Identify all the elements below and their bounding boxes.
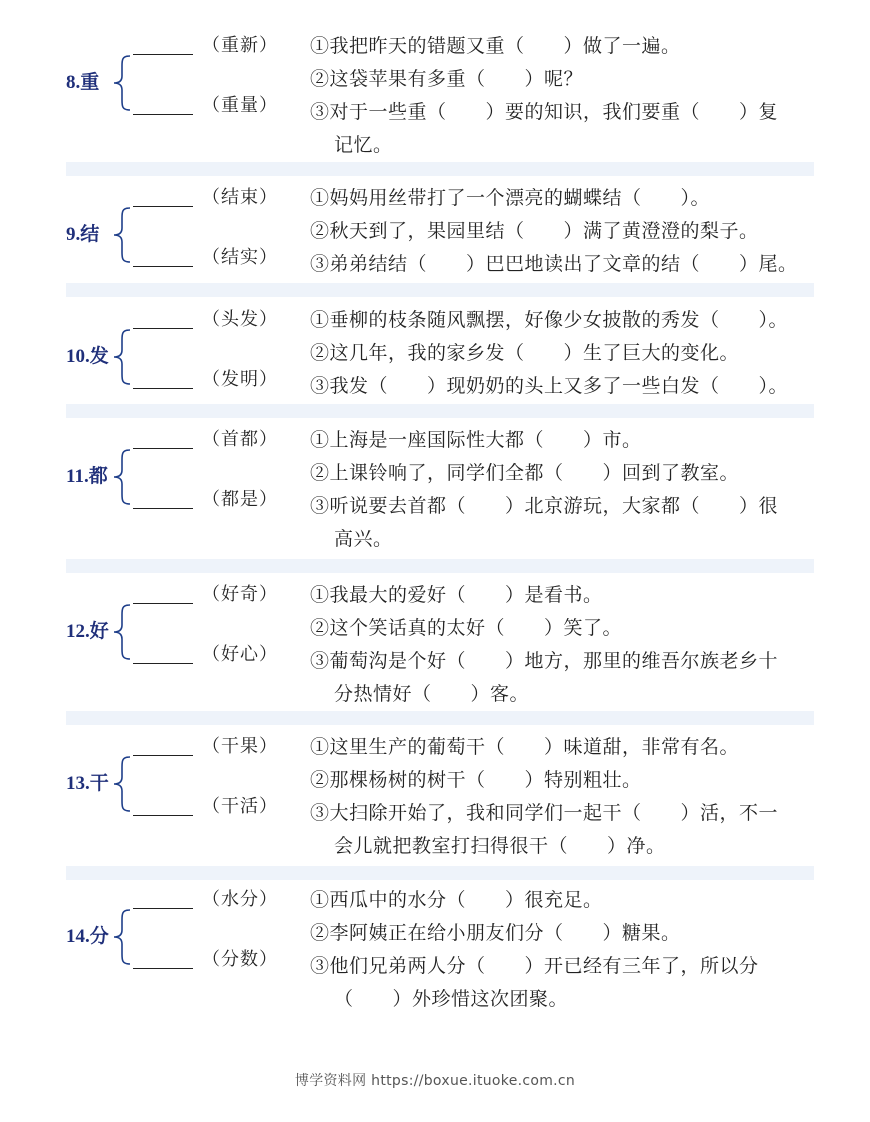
sentence-2: ②那棵杨树的树干（ ）特别粗壮。 — [310, 769, 642, 791]
sentence-3: ③对于一些重（ ）要的知识，我们要重（ ）复 — [310, 101, 779, 123]
section-divider-stripe — [66, 559, 814, 573]
sentence-1: ①妈妈用丝带打了一个漂亮的蝴蝶结（ ）。 — [310, 187, 711, 209]
curly-brace-icon — [112, 206, 132, 264]
polyphonic-character: 干 — [89, 772, 109, 794]
curly-brace-icon — [112, 755, 132, 813]
sentence-1: ①我最大的爱好（ ）是看书。 — [310, 584, 603, 606]
sentence-2: ②李阿姨正在给小朋友们分（ ）糖果。 — [310, 922, 681, 944]
sentence-1: ①西瓜中的水分（ ）很充足。 — [310, 889, 603, 911]
curly-brace-icon — [112, 448, 132, 506]
question-number — [66, 771, 109, 796]
sentence-1: ①我把昨天的错题又重（ ）做了一遍。 — [310, 35, 681, 57]
curly-brace-icon — [112, 54, 132, 112]
section-divider-stripe — [66, 711, 814, 725]
sentence-continuation: （ ）外珍惜这次团聚。 — [334, 988, 569, 1010]
polyphonic-character: 结 — [80, 223, 100, 245]
answer-blank[interactable] — [133, 98, 193, 115]
polyphonic-character: 发 — [89, 345, 109, 367]
sentence-3: ③葡萄沟是个好（ ）地方，那里的维吾尔族老乡十 — [310, 650, 779, 672]
answer-blank[interactable] — [133, 587, 193, 604]
word-option: （头发） — [202, 309, 278, 330]
question-index: 8. — [66, 72, 81, 93]
question-number — [66, 924, 109, 949]
sentence-3: ③听说要去首都（ ）北京游玩，大家都（ ）很 — [310, 495, 779, 517]
section-divider-stripe — [66, 162, 814, 176]
footer-watermark: 博学资料网 https://boxue.ituoke.com.cn — [294, 1073, 576, 1089]
sentence-3: ③我发（ ）现奶奶的头上又多了一些白发（ ）。 — [310, 375, 789, 397]
sentence-3: ③弟弟结结（ ）巴巴地读出了文章的结（ ）尾。 — [310, 253, 798, 275]
answer-blank[interactable] — [133, 372, 193, 389]
answer-blank[interactable] — [133, 952, 193, 969]
sentence-2: ②这几年，我的家乡发（ ）生了巨大的变化。 — [310, 342, 740, 364]
question-index: 13. — [66, 773, 90, 794]
answer-blank[interactable] — [133, 647, 193, 664]
answer-blank[interactable] — [133, 250, 193, 267]
curly-brace-icon — [112, 908, 132, 966]
word-option: （水分） — [202, 889, 278, 910]
answer-blank[interactable] — [133, 799, 193, 816]
word-option: （干果） — [202, 736, 278, 757]
word-option: （发明） — [202, 369, 278, 390]
sentence-3: ③他们兄弟两人分（ ）开已经有三年了，所以分 — [310, 955, 759, 977]
word-option: （好奇） — [202, 584, 278, 605]
curly-brace-icon — [112, 328, 132, 386]
question-index: 12. — [66, 621, 90, 642]
question-number — [66, 70, 99, 95]
word-option: （分数） — [202, 949, 278, 970]
answer-blank[interactable] — [133, 432, 193, 449]
word-option: （都是） — [202, 489, 278, 510]
polyphonic-character: 好 — [89, 620, 109, 642]
question-number — [66, 464, 108, 489]
sentence-2: ②这个笑话真的太好（ ）笑了。 — [310, 617, 623, 639]
sentence-3: ③大扫除开始了，我和同学们一起干（ ）活，不一 — [310, 802, 779, 824]
sentence-1: ①这里生产的葡萄干（ ）味道甜，非常有名。 — [310, 736, 740, 758]
word-option: （结实） — [202, 247, 278, 268]
question-index: 10. — [66, 346, 90, 367]
polyphonic-character: 分 — [89, 925, 109, 947]
answer-blank[interactable] — [133, 312, 193, 329]
sentence-2: ②这袋苹果有多重（ ）呢？ — [310, 68, 584, 90]
polyphonic-character: 都 — [88, 465, 108, 487]
sentence-continuation: 高兴。 — [334, 528, 393, 550]
question-number — [66, 222, 99, 247]
sentence-2: ②秋天到了，果园里结（ ）满了黄澄澄的梨子。 — [310, 220, 759, 242]
section-divider-stripe — [66, 404, 814, 418]
polyphonic-character: 重 — [80, 71, 100, 93]
answer-blank[interactable] — [133, 190, 193, 207]
sentence-1: ①垂柳的枝条随风飘摆，好像少女披散的秀发（ ）。 — [310, 309, 789, 331]
section-divider-stripe — [66, 866, 814, 880]
sentence-continuation: 记忆。 — [334, 134, 393, 156]
question-number — [66, 344, 109, 369]
sentence-2: ②上课铃响了，同学们全都（ ）回到了教室。 — [310, 462, 740, 484]
question-index: 9. — [66, 224, 81, 245]
word-option: （好心） — [202, 644, 278, 665]
question-index: 14. — [66, 926, 90, 947]
curly-brace-icon — [112, 603, 132, 661]
section-divider-stripe — [66, 283, 814, 297]
word-option: （首都） — [202, 429, 278, 450]
word-option: （重新） — [202, 35, 278, 56]
answer-blank[interactable] — [133, 739, 193, 756]
sentence-1: ①上海是一座国际性大都（ ）市。 — [310, 429, 642, 451]
answer-blank[interactable] — [133, 38, 193, 55]
sentence-continuation: 会儿就把教室打扫得很干（ ）净。 — [334, 835, 666, 857]
sentence-continuation: 分热情好（ ）客。 — [334, 683, 530, 705]
word-option: （干活） — [202, 796, 278, 817]
word-option: （结束） — [202, 187, 278, 208]
word-option: （重量） — [202, 95, 278, 116]
question-number — [66, 619, 109, 644]
question-index: 11. — [66, 466, 89, 487]
answer-blank[interactable] — [133, 892, 193, 909]
answer-blank[interactable] — [133, 492, 193, 509]
